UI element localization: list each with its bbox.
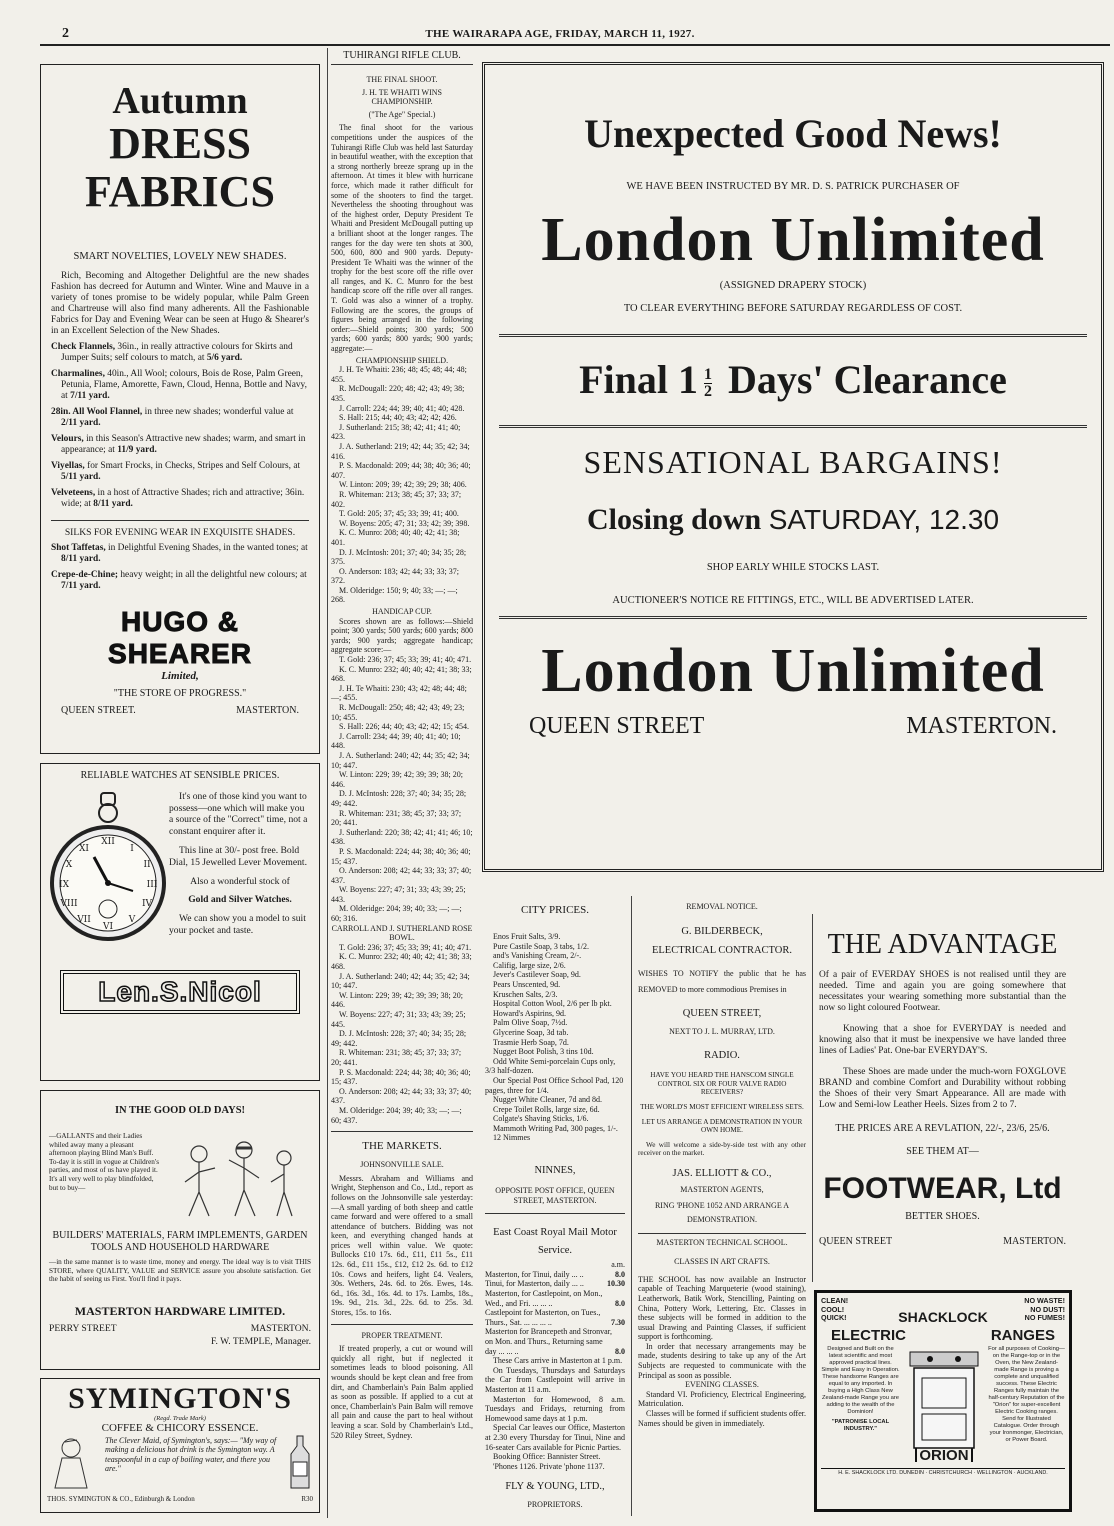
score-line: W. Boyens: 205; 47; 31; 33; 42; 39; 398. (339, 518, 470, 528)
london-firm-2: London Unlimited (541, 637, 1045, 705)
score-line: J. H. Te Whaiti: 236; 48; 45; 48; 44; 48; 455. (331, 365, 467, 384)
score-line: S. Hall: 215; 44; 40; 43; 42; 42; 426. (339, 413, 457, 423)
dress-item-name: Charmalines, (51, 369, 105, 379)
score-line: M. Olderidge: 150; 9; 40; 33; —; —; 268. (331, 585, 458, 605)
dress-title-1: Autumn (112, 80, 248, 122)
removal-next: NEXT TO J. L. MURRAY, LTD. (669, 1026, 775, 1036)
watch-ad (40, 763, 320, 1081)
symington-product: COFFEE & CHICORY ESSENCE. (101, 1422, 259, 1434)
score-line: M. Olderidge: 204; 39; 40; 33; —; —; 60; 437. (331, 1105, 462, 1125)
timetable-route: Masterton, for Tinui, daily ... .. (485, 1269, 584, 1279)
symington-name: SYMINGTON'S (68, 1382, 292, 1415)
timetable-route: Tinui, for Masterton, daily ... .. (485, 1279, 584, 1289)
motor-note1: These Cars arrive in Masterton at 1 p.m. (493, 1356, 623, 1366)
score-line: R. McDougall: 250; 48; 42; 43; 49; 23; 10; 455. (331, 703, 465, 722)
watch-p4: We can show you a model to suit your pocket and taste. (169, 913, 306, 936)
svg-text:III: III (146, 880, 158, 890)
hardware-head: IN THE GOOD OLD DAYS! (114, 1105, 246, 1116)
maid-illustration (47, 1434, 101, 1490)
column-rule-2 (631, 896, 632, 1516)
tech-body4: Classes will be formed if sufficient students offer. Names should be given in immediately. (638, 1409, 806, 1428)
dress-item-name: Check Flannels, (51, 342, 116, 352)
motor-booking: Booking Office: Bannister Street. (493, 1452, 601, 1462)
price-line: Crepe Toilet Rolls, large size, 6d. (493, 1104, 600, 1114)
dress-subhead: SMART NOVELTIES, LOVELY NEW SHADES. (73, 251, 287, 262)
dress-item-name: Viyellas, (51, 461, 85, 471)
hardware-sub: BUILDERS' MATERIALS, FARM IMPLEMENTS, GARDEN TOOLS AND HOUSEHOLD HARDWARE (52, 1230, 308, 1253)
dress-item-text: 40in., All Wool; colours, Bois de Rose, Palm Green, Petunia, Flame, Amorette, Fawn, Cloud, Henna, Bottle and Navy, at (61, 369, 307, 401)
pocket-watch-icon (49, 791, 169, 956)
range-left-text: Designed and Built on the latest scientific and most approved practical lines. Simple and Easy in Operation. These handsome Ranges are equal to any imported. In buying a High Class New Zealand-made Range you are adding to the wealth of the Dominion! (821, 1345, 900, 1415)
london-unlimited-ad (482, 62, 1104, 872)
watch-p2: This line at 30/- post free. Bold Dial, 15 Jewelled Lever Movement. (169, 845, 307, 868)
silks-head: SILKS FOR EVENING WEAR IN EXQUISITE SHADES. (64, 527, 296, 538)
symington-maker: THOS. SYMINGTON & CO., Edinburgh & London (47, 1495, 195, 1503)
shacklock-range-ad (814, 1290, 1072, 1512)
advantage-see: SEE THEM AT— (906, 1146, 979, 1157)
removal-head: REMOVAL NOTICE. (686, 902, 758, 911)
london-assigned: (ASSIGNED DRAPERY STOCK) (719, 280, 867, 291)
hcap-head: HANDICAP CUP. (372, 607, 432, 617)
svg-text:II: II (143, 860, 151, 870)
handicap-scores (331, 655, 473, 924)
price-line: 12 Nimmes (493, 1133, 531, 1143)
dress-item-price: 5/11 yard. (61, 472, 101, 482)
dress-title-2: DRESS (109, 119, 251, 168)
range-right-text: For all purposes of Cooking—on the Range-top or in the Oven, the New Zealand-made Range is proving a complete and unqualified success. These Electric Ranges fully maintain the half-century Reputation of the "Orion" for super-excellent Electric Cooking ranges. Send for Illustrated Catalogue. Order through your Ironmonger, Electrician, or Power Board. (988, 1345, 1065, 1443)
dress-item (51, 369, 309, 402)
dress-item-name: Velours, (51, 434, 84, 444)
symington-code: R30 (301, 1495, 313, 1503)
london-closing (499, 500, 1087, 540)
treatment-body: If treated properly, a cut or wound will quickly all right, but if neglected it sometimes leads to blood poisoning. All wounds should be kept clean and free from dirt, and Chamberlain's Pain Balm applied as soon as possible. If applied to a cut at once, Chamberlain's Pain Balm will remove all pain and cause the part to heal without leaving a scar. Sold by Chamberlain's Ltd., 520 Riley Street, Sydney. (331, 1344, 473, 1440)
score-line: W. Linton: 229; 39; 42; 39; 39; 38; 20; 446. (331, 990, 463, 1010)
rifle-rule (331, 64, 473, 65)
score-line: K. C. Munro: 208; 40; 40; 42; 41; 38; 401. (331, 528, 460, 547)
score-line: O. Anderson: 183; 42; 44; 33; 33; 37; 372. (331, 566, 459, 586)
timetable-route: Masterton, for Castlepoint, on Mon., Wed., and Fri. ... ... .. (485, 1289, 603, 1308)
hugo-street: QUEEN STREET. (61, 705, 136, 716)
range-maker: H. E. SHACKLOCK LTD. DUNEDIN · CHRISTCHURCH · WELLINGTON · AUCKLAND. (821, 1468, 1065, 1476)
price-line: Howard's Aspirins, 9d. (493, 1008, 566, 1018)
radio-agents: MASTERTON AGENTS, (680, 1184, 764, 1194)
range-ranges: RANGES (990, 1326, 1055, 1344)
london-clear: TO CLEAR EVERYTHING BEFORE SATURDAY REGARDLESS OF COST. (623, 303, 963, 314)
dress-item-text: in this Season's Attractive new shades; warm, and smart in appearance; at (61, 434, 306, 455)
hugo-shearer-logo: HUGO & SHEARER (108, 606, 252, 669)
price-line: Kruschen Salts, 2/3. (493, 989, 558, 999)
motor-prop: PROPRIETORS. (527, 1500, 583, 1510)
london-shop-early: SHOP EARLY WHILE STOCKS LAST. (706, 562, 880, 573)
score-line: W. Linton: 209; 39; 42; 39; 29; 38; 406. (339, 480, 467, 490)
range-left-tag: CLEAN! COOL! QUICK! (821, 1296, 849, 1323)
rose-bowl-scores (331, 943, 473, 1125)
score-line: R. McDougall: 220; 48; 42; 43; 49; 38; 435. (331, 384, 465, 403)
rifle-credit: ("The Age" Special.) (368, 109, 436, 119)
svg-text:X: X (65, 860, 73, 870)
london-instructed: WE HAVE BEEN INSTRUCTED BY MR. D. S. PATRICK PURCHASER OF (626, 181, 960, 192)
price-line: Colgate's Shaving Sticks, 1/6. (493, 1114, 589, 1124)
dress-item-text: 36in., in really attractive colours for Skirts and Jumper Suits; self colours to match, at (61, 342, 293, 363)
score-line: P. S. Macdonald: 224; 44; 38; 40; 36; 40; 15; 437. (331, 1067, 471, 1087)
timetable-time: 8.0 (615, 1298, 625, 1308)
svg-text:IV: IV (141, 899, 153, 909)
radio-ring: RING 'PHONE 1052 AND ARRANGE A DEMONSTRATION. (654, 1200, 790, 1224)
watch-head: RELIABLE WATCHES AT SENSIBLE PRICES. (80, 770, 280, 781)
score-line: T. Gold: 236; 37; 45; 33; 39; 41; 40; 471. (339, 655, 472, 665)
city-prices-column (482, 898, 628, 1518)
hugo-town: MASTERTON. (236, 705, 299, 716)
london-firm: London Unlimited (541, 206, 1045, 274)
ninnes-firm: NINNES, (534, 1165, 576, 1177)
score-line: P. S. Macdonald: 224; 44; 38; 40; 36; 40; 15; 437. (331, 846, 471, 866)
motor-note2: On Tuesdays, Thursdays and Saturdays the Car from Castlepoint will arrive in Masterton at 11 a.m. (485, 1365, 625, 1394)
london-town: MASTERTON. (906, 713, 1057, 739)
silks-item-name: Shot Taffetas, (51, 543, 106, 553)
silks-item (51, 570, 309, 592)
radio-4: We will welcome a side-by-side test with any other receiver on the market. (638, 1140, 806, 1158)
svg-text:IX: IX (59, 880, 69, 890)
column-rule-1 (327, 48, 328, 1518)
svg-text:VII: VII (77, 915, 91, 925)
masthead: THE WAIRARAPA AGE, FRIDAY, MARCH 11, 1927. (425, 28, 695, 40)
electric-range-illustration (900, 1346, 988, 1466)
len-nicol-logo (60, 970, 300, 1014)
advantage-street: QUEEN STREET (819, 1236, 893, 1247)
final-den: 2 (704, 383, 713, 401)
rifle-body: The final shoot for the various competitions under the auspices of the Tuhirangi Rifle Club was held last Saturday in beautiful weather, with the exception that a strong northerly breeze sprang up in the afternoon. At times it blew with hurricane force, which made it rather difficult for some of the shooters to find the target. Nevertheless the shooting throughout was of the highest order, Deputy President Te Whaiti and President McDougall putting up a brilliant shoot at the longer ranges. The ranges for the day were ten shots at 300, 500, 600, 800 and 900 yards. Deputy-President Te Whaiti was the winner of the trophy for the best score off the rifle over all ranges, and K. C. Munro for the best handicap score off the rifle over all ranges. T. Gold was also a winner of a trophy. Following are the scores, the groups of figures being arranged in the following order:—Shield points; 300 yards; 500 yards; 600 yards; 800 yards; 900 yards; aggregate:— (331, 123, 473, 354)
price-line: Mammoth Writing Pad, 300 pages, 1/-. (493, 1123, 618, 1133)
silks-item-price: 7/11 yard. (61, 581, 101, 591)
symington-text: The Clever Maid, of Symington's, says:— "My way of making a delicious hot drink is the Symington way. A teaspoonful in a cup of boiling water, and there you are." (105, 1436, 277, 1474)
silks-item (51, 543, 309, 565)
hardware-firm: MASTERTON HARDWARE LIMITED. (74, 1303, 286, 1318)
svg-text:VIII: VIII (60, 899, 78, 909)
hardware-body: —in the same manner is to waste time, money and energy. The ideal way is to visit THIS STORE, where QUALITY, VALUE and SERVICE assure you absolute satisfaction. Get the habit of seeing us First. You'll find it pays. (49, 1258, 311, 1284)
timetable-route: Castlepoint for Masterton, on Tues., Thurs., Sat. ... ... ... .. (485, 1308, 601, 1327)
rifle-sub: THE FINAL SHOOT. (366, 75, 438, 84)
score-line: R. Whiteman: 213; 38; 45; 37; 33; 37; 402. (331, 489, 462, 509)
svg-text:V: V (128, 915, 136, 925)
watch-p3: Also a wonderful stock of (190, 876, 290, 887)
svg-text:VI: VI (102, 922, 114, 932)
timetable-row (485, 1270, 625, 1280)
markets-rule (331, 1131, 473, 1132)
advantage-p1: Of a pair of EVERDAY SHOES is not realised until they are needed. Time and again you are going somewhere that necessitates your wearing something more substantial than the now so light coloured Footwear. (819, 970, 1066, 1013)
advantage-better: BETTER SHOES. (905, 1211, 980, 1222)
city-prices-head: CITY PRICES. (520, 904, 590, 916)
timetable-time: 7.30 (611, 1317, 625, 1327)
score-line: D. J. McIntosh: 201; 37; 40; 34; 35; 28; 375. (331, 547, 467, 567)
price-line: Our Special Post Office School Pad, 120 pages, three for 1/4. (485, 1075, 624, 1095)
bottle-icon (287, 1434, 313, 1495)
motor-head: East Coast Royal Mail Motor Service. (493, 1227, 617, 1257)
treatment-head: PROPER TREATMENT. (361, 1330, 443, 1340)
masthead-rule (40, 44, 1110, 46)
dress-item-price: 7/11 yard. (70, 391, 110, 401)
len-nicol-text: Len.S.Nicol (98, 976, 262, 1007)
score-line: K. C. Munro: 232; 40; 40; 42; 41; 38; 33; 468. (331, 664, 472, 684)
hcap-note: Scores shown are as follows:—Shield point; 300 yards; 500 yards; 600 yards; 800 yards; 900 yards; aggregate handicap; aggregate score:— (331, 616, 473, 655)
final-num: 1 (704, 366, 713, 384)
hardware-manager: F. W. TEMPLE, Manager. (210, 1335, 311, 1347)
timetable-row (485, 1327, 625, 1356)
advantage-ad (812, 914, 1072, 1282)
hardware-story: —GALLANTS and their Ladies whiled away many a pleasant afternoon playing Blind Man's Buff. To-day it is still in vogue at Children's parties, and most of us have played it. It's all very well to play blindfolded, but to buy— (49, 1132, 159, 1192)
score-line: J. A. Sutherland: 240; 42; 44; 35; 42; 34; 10; 447. (331, 971, 470, 991)
motor-timetable (485, 1270, 625, 1356)
score-line: W. Boyens: 227; 47; 31; 33; 43; 39; 25; 445. (331, 1010, 466, 1029)
rifle-sub2: J. H. TE WHAITI WINS CHAMPIONSHIP. (362, 87, 442, 107)
tech-body1: THE SCHOOL has now available an Instructor capable of Teaching Marqueterie (wood staining), Leatherwork, Batik Work, Stencilling, Painting on China, Pottery Work, Lettering, Etc. Classes in these subjects will be formed in addition to the usual Drawing and Painting Classes, if sufficient support is forthcoming. (638, 1274, 806, 1342)
price-line: Califig, large size, 2/6. (493, 960, 566, 970)
hugo-limited: Limited, (161, 670, 199, 682)
price-line: and's Vanishing Cream, 2/-. (493, 951, 582, 961)
column-2 (328, 50, 476, 1520)
removal-trade: ELECTRICAL CONTRACTOR. (651, 944, 792, 956)
price-line: Pure Castile Soap, 3 tabs, 1/2. (493, 941, 589, 951)
dress-item-list (51, 342, 309, 510)
markets-body: Messrs. Abraham and Williams and Wright, Stephenson and Co., Ltd., report as follows on the Johnsonville sale yesterday:—A small yarding of both sheep and cattle came forward and were offered to a small attendance of butchers. Bidding was not keen, and everything changed hands at prices well within value. We quote: Bullocks £10 17s. 6d., £11, £11 5s., £11 12s. 6d., £11 15s., £12, £12 2s. 6d. to £12 10s. Cows and heifers, light £4. Vealers, 30s. Wethers, 24s. 6d. to 26s. Ewes, 14s. 6d., 16s. 3d., 16s. 4d. to 17s. Lambs, 18s., 19s. 9d., 21s. 3d., 22s. 6d. to 25s. 3d. Stores, 15s. to 16s. (331, 1173, 473, 1318)
price-line: Glycerine Soap, 3d tab. (493, 1027, 569, 1037)
score-line: J. Sutherland: 215; 38; 42; 41; 41; 40; 423. (331, 422, 461, 442)
score-line: D. J. McIntosh: 228; 37; 40; 34; 35; 28; 49; 442. (331, 1029, 467, 1048)
blind-mans-buff-illustration (159, 1132, 311, 1224)
dress-item (51, 488, 309, 510)
closing-pre: Closing down (586, 503, 762, 536)
dress-item-text: in three new shades; wonderful value at (144, 407, 294, 417)
advantage-town: MASTERTON. (1003, 1236, 1066, 1247)
symington-reg: (Regd. Trade Mark) (154, 1415, 206, 1422)
range-right-tag: NO WASTE! NO DUST! NO FUMES! (1024, 1296, 1065, 1323)
dress-item (51, 407, 309, 429)
advantage-prices: THE PRICES ARE A REVLATION, 22/-, 23/6, 25/6. (835, 1123, 1050, 1134)
rose-head: CARROLL AND J. SUTHERLAND ROSE BOWL. (331, 923, 473, 943)
motor-phones: 'Phones 1126. Private 'phone 1137. (493, 1461, 605, 1471)
range-electric: ELECTRIC (831, 1326, 906, 1344)
score-line: P. S. Macdonald: 209; 44; 38; 40; 36; 40; 407. (331, 461, 471, 480)
london-sensational: SENSATIONAL BARGAINS! (583, 444, 1003, 480)
price-line: Hospital Cotton Wool, 2/6 per lb pkt. (493, 999, 612, 1009)
motor-firm: FLY & YOUNG, LTD., (505, 1481, 605, 1493)
score-line: J. Carroll: 234; 44; 39; 40; 41; 40; 10; 448. (331, 731, 461, 751)
dress-item-name: Velveteens, (51, 488, 96, 498)
price-line: Enos Fruit Salts, 3/9. (493, 932, 561, 941)
london-final-days (499, 355, 1087, 405)
price-line: Pears Unscented, 9d. (493, 979, 561, 989)
price-line: Palm Olive Soap, 7½d. (493, 1018, 568, 1028)
tech-body3: Standard VI. Proficiency, Electrical Engineering, Matriculation. (638, 1389, 806, 1409)
timetable-row (485, 1308, 625, 1327)
ninnes-address: OPPOSITE POST OFFICE, QUEEN STREET, MASTERTON. (495, 1186, 615, 1205)
timetable-time: 8.0 (615, 1269, 625, 1279)
london-auctioneer: AUCTIONEER'S NOTICE RE FITTINGS, ETC., WILL BE ADVERTISED LATER. (612, 595, 974, 606)
radio-1: HAVE YOU HEARD THE HANSCOM SINGLE CONTROL SIX OR FOUR VALVE RADIO RECEIVERS? (650, 1071, 794, 1097)
dress-item-text: in a host of Attractive Shades; rich and attractive; 36in. wide; at (61, 488, 305, 509)
london-rule-2 (499, 425, 1087, 428)
radio-2: THE WORLD'S MOST EFFICIENT WIRELESS SETS. (640, 1102, 804, 1111)
dress-item-name: 28in. All Wool Flannel, (51, 407, 143, 417)
price-line: Nugget White Cleaner, 7d and 8d. (493, 1095, 603, 1105)
score-line: M. Olderidge: 204; 39; 40; 33; —; —; 60; 316. (331, 904, 462, 924)
silks-item-text: heavy weight; in all the delightful new colours; at (120, 570, 307, 580)
motor-note4: Special Car leaves our Office, Masterton at 2.30 every Thursday for Tinui, Nine and 16-seater Cars available for Picnic Parties. (485, 1423, 625, 1452)
dress-fabrics-ad (40, 64, 320, 754)
treatment-rule (331, 1324, 473, 1325)
score-line: J. A. Sutherland: 240; 42; 44; 35; 42; 34; 10; 447. (331, 750, 470, 770)
price-line: Odd White Semi-porcelain Cups only, 3/3 half-dozen. (485, 1056, 616, 1076)
price-line: Nugget Boot Polish, 3 tins 10d. (493, 1047, 594, 1057)
dress-rule (51, 520, 309, 521)
removal-street: QUEEN STREET, (682, 1007, 762, 1019)
dress-item-price: 8/11 yard. (93, 499, 133, 509)
tech-head: MASTERTON TECHNICAL SCHOOL. (656, 1237, 788, 1247)
dress-item-price: 5/6 yard. (206, 353, 243, 363)
score-line: W. Linton: 229; 39; 42; 39; 39; 38; 20; 446. (331, 770, 463, 789)
dress-intro: Rich, Becoming and Altogether Delightful are the new shades Fashion has decreed for Autumn and Winter. Wine and Mauve in a variety of tones promise to be widely popular, while Palm Green and Chartreuse will also find many adherents. All the Fashionable Fabrics for Day and Evening Wear can be seen at Hugo & Shearer's in an Excellent Selection of the New Shades. (51, 271, 309, 336)
london-headline: Unexpected Good News! (584, 111, 1002, 156)
svg-text:XI: XI (79, 844, 89, 854)
markets-head: THE MARKETS. (362, 1140, 442, 1153)
score-line: J. Carroll: 224; 44; 39; 40; 41; 40; 428. (339, 403, 465, 413)
score-line: T. Gold: 205; 37; 45; 33; 39; 41; 400. (339, 509, 459, 519)
rifle-head: TUHIRANGI RIFLE CLUB. (343, 50, 461, 61)
hugo-slogan: "THE STORE OF PROGRESS." (113, 688, 247, 699)
silks-list (51, 543, 309, 592)
london-rule-1 (499, 334, 1087, 337)
timetable-route: Masterton for Brancepeth and Stronvar, on Mon. and Thurs., Returning same day ... ... .. (485, 1327, 612, 1356)
dress-item (51, 342, 309, 364)
radio-3: LET US ARRANGE A DEMONSTRATION IN YOUR OWN HOME. (641, 1117, 803, 1135)
silks-item-name: Crepe-de-Chine; (51, 570, 119, 580)
range-patronise: "PATRONISE LOCAL INDUSTRY." (831, 1418, 890, 1432)
dress-item-price: 11/9 yard. (117, 445, 157, 455)
motor-rule (485, 1213, 625, 1214)
motor-note3: Masterton for Homewood, 8 a.m. Tuesdays and Fridays, returning from Homewood same days at 1 p.m. (485, 1394, 625, 1423)
closing-post: SATURDAY, 12.30 (768, 504, 1000, 535)
watch-p3b: Gold and Silver Watches. (188, 893, 292, 905)
score-line: W. Boyens: 227; 47; 31; 33; 43; 39; 25; 443. (331, 885, 466, 904)
silks-item-price: 8/11 yard. (61, 554, 101, 564)
london-rule-3 (499, 616, 1087, 619)
champ-head: CHAMPIONSHIP SHIELD. (355, 355, 449, 365)
city-prices-list (485, 932, 625, 1143)
score-line: J. H. Te Whaiti: 230; 43; 42; 48; 44; 48; —; 455. (331, 683, 467, 703)
dress-item-text: for Smart Frocks, in Checks, Stripes and Self Colours, at (87, 461, 301, 471)
removal-body: WISHES TO NOTIFY the public that he has REMOVED to more commodious Premises in (638, 968, 806, 994)
motor-am: a.m. (611, 1260, 625, 1270)
timetable-time: 8.0 (615, 1346, 625, 1356)
score-line: O. Anderson: 208; 42; 44; 33; 33; 37; 40; 437. (331, 866, 472, 885)
score-line: D. J. McIntosh: 228; 37; 40; 34; 35; 28; 49; 442. (331, 789, 467, 808)
advantage-p3: These Shoes are made under the much-worn FOXGLOVE BRAND and combine Comfort and Durability without robbing the Shoes of their very Smart Appearance. All are made with Low and Semi-low Leather Heels. Sizes from 2 to 7. (819, 1067, 1066, 1110)
radio-agent: JAS. ELLIOTT & CO., (672, 1167, 772, 1179)
watch-p1: It's one of those kind you want to possess—one which will make you a source of the "Correct" time, not a constant enquirer after it. (169, 791, 308, 837)
dress-item-price: 2/11 yard. (61, 418, 101, 428)
removal-name: G. BILDERBECK, (681, 925, 763, 937)
symington-ad (40, 1378, 320, 1513)
svg-text:XII: XII (101, 837, 115, 847)
score-line: R. Whiteman: 231; 38; 45; 37; 33; 37; 20; 441. (331, 808, 462, 828)
hardware-street: PERRY STREET (49, 1322, 117, 1334)
score-line: R. Whiteman: 231; 38; 45; 37; 33; 37; 20; 441. (331, 1048, 462, 1067)
radio-head: RADIO. (704, 1050, 740, 1062)
silks-item-text: in Delightful Evening Shades, in the wanted tones; at (108, 543, 308, 553)
hardware-ad (40, 1090, 320, 1370)
score-line: O. Anderson: 208; 42; 44; 33; 33; 37; 40; 437. (331, 1086, 472, 1106)
final-pre: Final 1 (579, 357, 699, 402)
timetable-row (485, 1279, 625, 1289)
tech-rule (638, 1233, 806, 1234)
score-line: J. A. Sutherland: 219; 42; 44; 35; 42; 34; 416. (331, 441, 470, 461)
score-line: S. Hall: 226; 44; 40; 43; 42; 42; 15; 454. (339, 722, 470, 732)
page-number: 2 (62, 26, 69, 41)
range-orion: ORION (919, 1446, 969, 1464)
score-line: T. Gold: 236; 37; 45; 33; 39; 41; 40; 471. (339, 942, 472, 952)
advantage-p2: Knowing that a shoe for EVERYDAY is needed and knowing also that it must be inexpensive we have landed three lines of Ladies' Pat. One-bar EVERYDAY'S. (819, 1024, 1066, 1056)
final-post: Days' Clearance (728, 357, 1007, 402)
hardware-town: MASTERTON. (250, 1322, 311, 1334)
price-line: Trasmie Herb Soap, 7d. (493, 1037, 569, 1047)
removal-column (634, 898, 810, 1518)
dress-title-3: FABRICS (85, 167, 275, 216)
svg-text:I: I (130, 844, 134, 854)
dress-item (51, 461, 309, 483)
score-line: K. C. Munro: 232; 40; 40; 42; 41; 38; 33; 468. (331, 952, 472, 972)
footwear-logo: FOOTWEAR, Ltd (823, 1172, 1062, 1205)
tech-evening: EVENING CLASSES. (685, 1380, 759, 1390)
advantage-head: THE ADVANTAGE (827, 929, 1058, 960)
championship-scores (331, 365, 473, 605)
markets-sub: JOHNSONVILLE SALE. (360, 1160, 444, 1170)
tech-body2: In order that necessary arrangements may be made, students desiring to take up any of the Art Subjects are requested to communicate with the Principal as soon as possible. (638, 1341, 806, 1380)
timetable-row (485, 1289, 625, 1308)
dress-item (51, 434, 309, 456)
timetable-time: 10.30 (607, 1279, 625, 1289)
london-street: QUEEN STREET (529, 713, 705, 739)
score-line: J. Sutherland: 220; 38; 42; 41; 41; 46; 10; 438. (331, 827, 473, 847)
tech-sub: CLASSES IN ART CRAFTS. (674, 1257, 770, 1267)
range-brand: SHACKLOCK (898, 1308, 988, 1325)
price-line: Jever's Castilever Soap, 9d. (493, 970, 581, 980)
